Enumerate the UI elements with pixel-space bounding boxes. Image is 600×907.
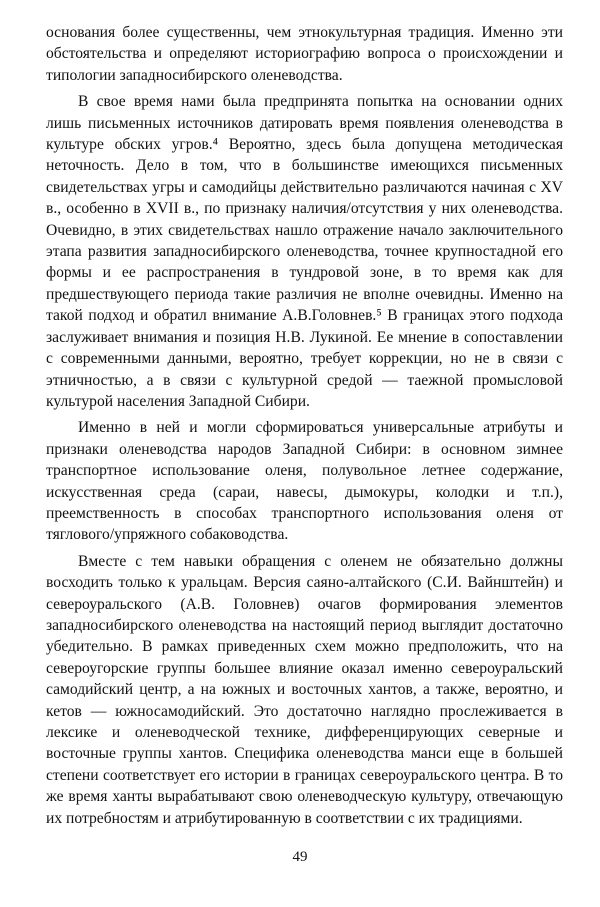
paragraph-dating-attempt: В свое время нами была предпринята попытка на основании одних лишь письменных источников датировать время появления оленеводства в культуре обских угров.⁴ Вероятно, здесь была допущена методическая неточность. Дело в том, что в большинстве имеющихся письменных свидетельствах угры и самодийцы действительно различаются начиная с XV в., особенно в XVII в., по признаку наличия/отсутствия у них оленеводства. Очевидно, в этих свидетельствах нашло отражение начало заключительного этапа развития западносибирского оленеводства, точнее крупностадной его формы и ее распространения в тундровой зоне, в то время как для предшествующего периода такие различия не вполне очевидны. Именно на такой подход и обратил внимание А.В.Головнев.⁵ В границах этого подхода заслуживает внимания и позиция Н.В. Лукиной. Ее мнение в сопоставлении с современными данными, вероятно, требует коррекции, но не в связи с этничностью, а в связи с культурной средой — таежной промысловой культурой населения Западной Сибири. xyxy=(46,93,563,410)
paragraph-universal-attributes: Именно в ней и могли сформироваться универсальные атрибуты и признаки оленеводства народов Западной Сибири: в основном зимнее транспортное использование оленя, полувольное летнее содержание, искусственная среда (сараи, навесы, дымокуры, колодки и т.п.), преемственность в способах транспортного использования оленя от тяглового/упряжного собаководства. xyxy=(46,419,563,544)
page-number: 49 xyxy=(292,849,308,865)
paragraph-reindeer-handling: Вместе с тем навыки обращения с оленем не обязательно должны восходить только к уральцам. Версия саяно-алтайского (С.И. Вайнштейн) и североуральского (А.В. Головнев) очагов формирования элементов западносибирского оленеводства на настоящий период выглядит достаточно убедительно. В рамках приведенных схем можно предположить, что на североугорские группы большее влияние оказал именно североуральский самодийский центр, а на южных и восточных хантов, а также, вероятно, и кетов — южносамодийский. Это достаточно наглядно прослеживается в лексике и оленеводческой технике, дифференцирующих северные и восточные группы хантов. Специфика оленеводства манси еще в большей степени соответствует его истории в границах североуральского центра. В то же время ханты вырабатывают свою оленеводческую культуру, отвечающую их потребностям и атрибутированную в соответствии с их традициями. xyxy=(46,552,563,827)
paragraph-continuation: основания более существенны, чем этнокультурная традиция. Именно эти обстоятельства и определяют историографию вопроса о происхождении и типологии западносибирского оленеводства. xyxy=(46,24,563,84)
page-body xyxy=(46,22,563,829)
